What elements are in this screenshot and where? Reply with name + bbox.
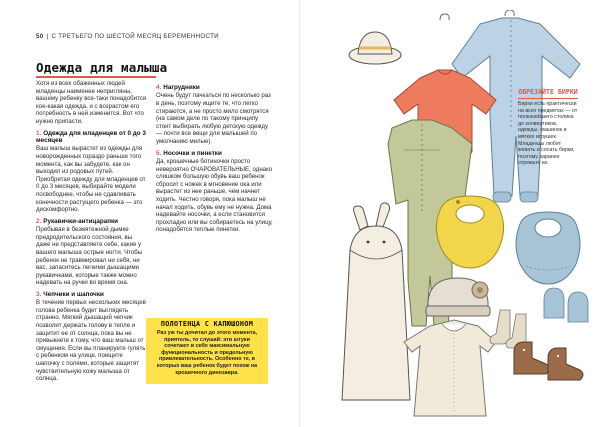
hooded-towel-icon	[342, 203, 410, 400]
section-heading: 1. Одежда для младенцев от 0 до 3 месяцев	[36, 129, 146, 144]
page-gutter	[299, 0, 301, 427]
section-body: В течение первых нескольких месяцев голова ребенка будет выглядеть странно. Мягкий дышащий чепчик позволит держать голову в тепле и защитит ее от солнца, пока вы не привыкнете к тому, что ваш малыш от смущения. Если вы планируете гулять с ребенком на улице, поищите шапочку с полями, которые защитят чувствительную кожу малыша от солнца.	[36, 299, 146, 383]
hanger	[505, 10, 514, 16]
text-column-left	[36, 80, 148, 387]
sidebar-body: Бирки есть практически на всех предметах — от полезнейшего столика до конвертиков, одежды, машинок и мягких игрушек. Младенцы любят жевать и сосать бирки, поэтому заранее отрежьте их.	[518, 101, 578, 167]
mittens-icon	[544, 288, 588, 322]
section-body: Пребывая в безмятежной дымке предродительского состояния, вы даже не представляете себе, какие у вашего малыша острые ногти. Чтобы ребенок не травмировал ни себя, ни вас, запаситесь легкими дышащими рукавичками, которые также можно надевать на ручки во время сна.	[36, 226, 143, 287]
section-body: Ваш малыш вырастет из одежды для новорожденных гораздо раньше того момента, как вы забудете, как он выходил из родовых путей. Приобретая одежду для младенцев от 0 до 3 месяцев, выбирайте модели посвободнее, чтобы не сдавливать конечности растущего ребенка — это дискомфортно.	[36, 145, 146, 214]
section-heading: 4. Нагрудники	[156, 84, 200, 91]
section-name: С ТРЕТЬЕГО ПО ШЕСТОЙ МЕСЯЦ БЕРЕМЕННОСТИ	[51, 33, 219, 40]
page-title: Одежда для малыша	[36, 60, 168, 75]
title-rule	[36, 76, 156, 78]
intro-paragraph: Хотя из всех обаженных людей младенцы наименее непригляны, вашему ребенку все-таки понадобится кое-какая одежда, и с возрастом его потребность в ней изменится. Вот что нужно припасти.	[36, 80, 147, 125]
hanger	[440, 14, 449, 20]
sun-hat-icon	[349, 32, 401, 64]
cut-tags-sidebar	[518, 88, 578, 167]
blue-bib-icon	[516, 212, 580, 284]
callout-body: Раз уж ты дочитал до этого момента, приятель, то слушай: эти штуки сочетают в себе максимальную функциональность и предельную привлекательность. Особенно те, в которых ваш ребенок будет похож на крошечного динозавра.	[156, 330, 258, 376]
page-number: 50	[36, 33, 44, 40]
sidebar-title: ОБРЕЗАЙТЕ БИРКИ	[518, 88, 578, 96]
booties-icon	[514, 342, 583, 380]
text-column-right	[156, 80, 274, 238]
baby-clothes-illustration	[330, 10, 600, 427]
header-separator: |	[46, 33, 49, 40]
section-heading: 3. Чепчики и шапочки	[36, 290, 104, 298]
section-body: Очень будут пачкаться по несколько раз в день, поэтому ищите те, что легко стираются, а не просто мило смотрятся (на самом деле по такому принципу стоит выбирать любую детскую одежду — почти все вещи для малышей по умолчанию милые).	[156, 92, 271, 145]
callout-title: ПОЛОТЕНЦА С КАПЮШОНОМ	[160, 320, 254, 328]
sidebar-rule	[518, 98, 578, 99]
section-heading: 2. Рукавички-антицарапки	[36, 217, 119, 225]
hooded-towel-callout	[146, 318, 268, 384]
section-body: Да, крошечные ботиночки просто невероятно ОЧАРОВАТЕЛЬНЫЕ, однако слишком большую обувь ваш ребенок сбросит с ножек в мгновение ока или вырастет из нее раньше, чем начнет ходить. Честно говоря, пока малыш не начал ходить, обувь ему не нужна. Дома надевайте носочки, а если становится прохладно или вы собираетесь на улицу, понадобятся теплые пинетки.	[156, 157, 273, 234]
section-heading: 5. Носочки и пинетки	[156, 149, 222, 157]
running-head	[36, 33, 219, 40]
yellow-bib-icon	[436, 196, 503, 268]
cream-dress-icon	[404, 320, 496, 416]
